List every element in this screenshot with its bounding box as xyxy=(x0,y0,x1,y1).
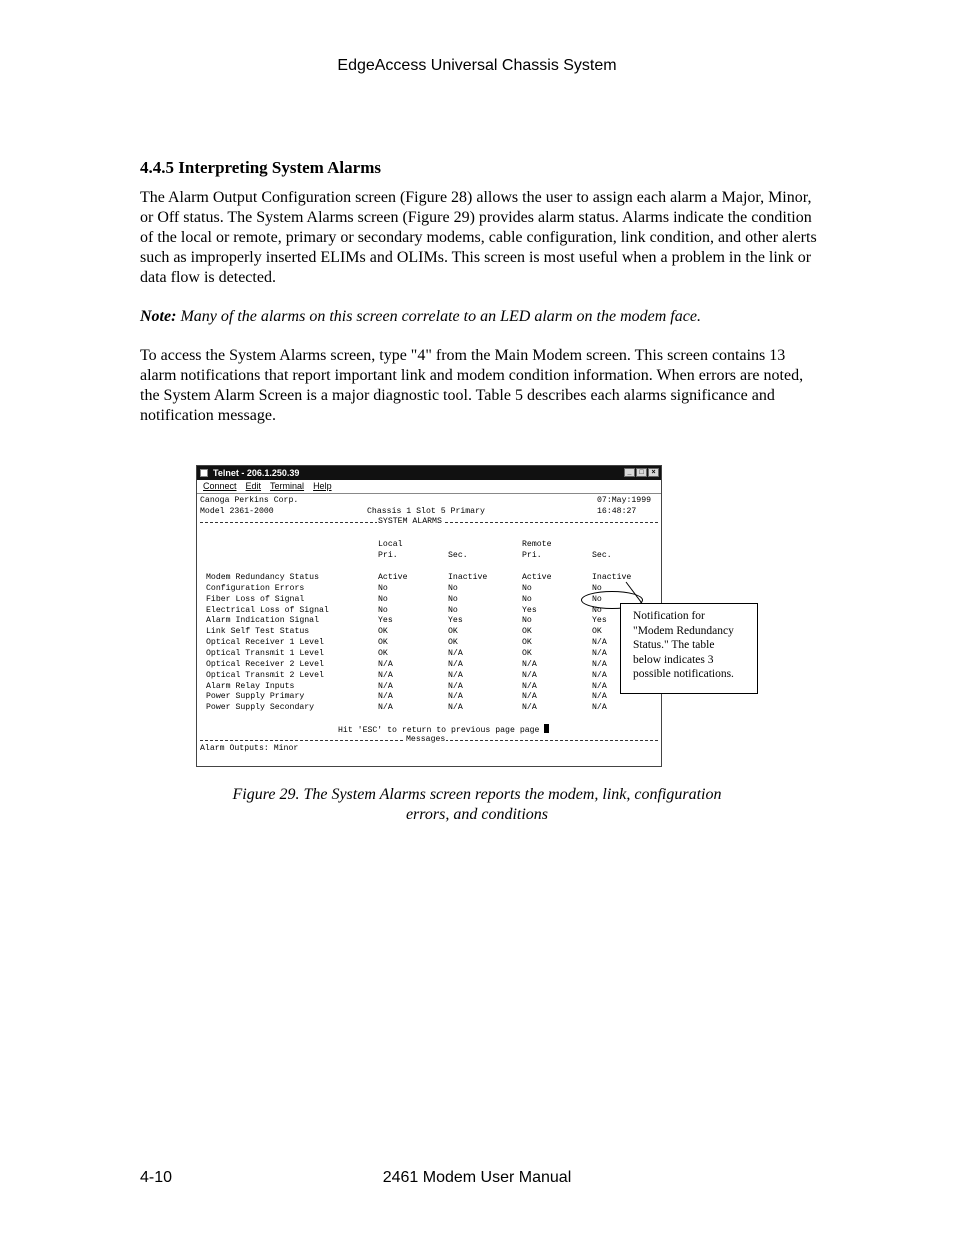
local-pri-value: No xyxy=(378,583,388,593)
telnet-menubar xyxy=(197,480,661,494)
col-remote-sec: Sec. xyxy=(592,551,612,560)
remote-sec-value: OK xyxy=(592,627,602,637)
alarm-label: Configuration Errors xyxy=(206,583,305,593)
col-remote: Remote xyxy=(522,540,552,549)
menu-connect[interactable]: Connect xyxy=(203,481,237,491)
menu-edit[interactable]: Edit xyxy=(245,481,262,491)
alarm-label: Alarm Indication Signal xyxy=(206,616,320,626)
telnet-app-icon xyxy=(200,469,208,477)
local-pri-value: N/A xyxy=(378,670,393,680)
screen-date: 07:May:1999 xyxy=(597,496,652,505)
col-local-sec: Sec. xyxy=(448,551,468,560)
remote-sec-value: Inactive xyxy=(592,573,632,582)
alarm-label: Modem Redundancy Status xyxy=(206,573,320,582)
page-label: page xyxy=(519,726,540,735)
remote-sec-value: N/A xyxy=(592,681,607,691)
telnet-window xyxy=(196,465,662,767)
remote-pri-value: N/A xyxy=(522,703,537,713)
callout-line: "Modem Redundancy xyxy=(633,624,734,637)
screen-time: 16:48:27 xyxy=(597,507,637,516)
remote-sec-value: N/A xyxy=(592,692,607,702)
local-sec-value: No xyxy=(448,583,458,593)
local-pri-value: No xyxy=(378,605,388,615)
remote-sec-value: N/A xyxy=(592,648,607,658)
caption-line-1: Figure 29. The System Alarms screen reports the modem, link, configuration xyxy=(232,786,722,803)
local-pri-value: N/A xyxy=(378,659,393,669)
alarm-label: Electrical Loss of Signal xyxy=(206,605,329,615)
remote-pri-value: OK xyxy=(522,627,532,637)
local-sec-value: Inactive xyxy=(448,573,488,582)
local-sec-value: N/A xyxy=(448,692,463,702)
alarm-outputs: Alarm Outputs: Minor xyxy=(200,744,299,753)
remote-sec-value: N/A xyxy=(592,659,607,669)
remote-pri-value: OK xyxy=(522,638,532,648)
local-sec-value: N/A xyxy=(448,703,463,713)
local-sec-value: N/A xyxy=(448,681,463,691)
remote-pri-value: N/A xyxy=(522,670,537,680)
cursor-block xyxy=(544,724,549,733)
remote-sec-value: N/A xyxy=(592,638,607,648)
local-sec-value: N/A xyxy=(448,659,463,669)
company-name: Canoga Perkins Corp. xyxy=(200,496,299,505)
page-number: 4-10 xyxy=(140,1169,173,1186)
section-heading: 4.4.5 Interpreting System Alarms xyxy=(140,158,381,177)
local-sec-value: No xyxy=(448,605,458,615)
col-local: Local xyxy=(378,540,403,549)
note-paragraph xyxy=(140,307,820,327)
figure-caption xyxy=(140,785,814,825)
minimize-icon[interactable]: _ xyxy=(624,468,635,477)
col-local-pri: Pri. xyxy=(378,551,398,560)
local-pri-value: OK xyxy=(378,648,388,658)
note-label: Note: xyxy=(140,308,177,325)
note-text: Many of the alarms on this screen correlate to an LED alarm on the modem face. xyxy=(176,308,701,325)
remote-sec-value: No xyxy=(592,594,602,604)
access-paragraph: To access the System Alarms screen, type "4" from the Main Modem screen. This screen contains 13 alarm notifications that report important link and modem condition information. When errors are noted, the System Alarm Screen is a major diagnostic tool. Table 5 describes each alarms significance and notification message. xyxy=(140,347,804,424)
remote-pri-value: No xyxy=(522,583,532,593)
callout-line: below indicates 3 xyxy=(633,653,714,666)
alarm-label: Power Supply Secondary xyxy=(206,703,315,713)
remote-pri-value: Active xyxy=(522,573,552,582)
local-pri-value: Yes xyxy=(378,616,393,626)
model-number: Model 2361-2000 xyxy=(200,507,274,516)
remote-pri-value: Yes xyxy=(522,605,537,615)
local-sec-value: Yes xyxy=(448,616,463,626)
esc-prompt-text: Hit 'ESC' to return to previous page xyxy=(338,726,515,735)
alarm-label: Link Self Test Status xyxy=(206,627,310,637)
menu-terminal[interactable]: Terminal xyxy=(270,481,305,491)
chassis-slot: Chassis 1 Slot 5 Primary xyxy=(367,507,485,516)
alarm-label: Optical Transmit 1 Level xyxy=(206,648,324,658)
local-pri-value: Active xyxy=(378,573,408,582)
alarm-label: Optical Receiver 2 Level xyxy=(206,659,324,669)
telnet-titlebar[interactable] xyxy=(197,466,661,480)
callout-box xyxy=(620,603,758,694)
screen-title: SYSTEM ALARMS xyxy=(378,517,442,526)
local-pri-value: N/A xyxy=(378,692,393,702)
remote-pri-value: OK xyxy=(522,648,532,658)
alarm-label: Power Supply Primary xyxy=(206,692,305,702)
remote-pri-value: No xyxy=(522,594,532,604)
local-sec-value: N/A xyxy=(448,648,463,658)
intro-paragraph: The Alarm Output Configuration screen (Figure 28) allows the user to assign each alarm a Major, Minor, or Off status. The System Alarms screen (Figure 29) provides alarm status. Alarms indicate the condition of the local or remote, primary or secondary modems, cable configuration, link condition, and other alerts such as improperly inserted ELIMs and OLIMs. This screen is most useful when a problem in the link or data flow is detected. xyxy=(140,189,817,286)
local-sec-value: OK xyxy=(448,627,458,637)
local-pri-value: N/A xyxy=(378,703,393,713)
remote-sec-value: No xyxy=(592,605,602,615)
running-header: EdgeAccess Universal Chassis System xyxy=(337,57,617,74)
menu-help[interactable]: Help xyxy=(313,481,332,491)
remote-pri-value: N/A xyxy=(522,659,537,669)
remote-sec-value: N/A xyxy=(592,670,607,680)
local-sec-value: OK xyxy=(448,638,458,648)
remote-pri-value: N/A xyxy=(522,692,537,702)
remote-pri-value: No xyxy=(522,616,532,626)
alarm-label: Optical Receiver 1 Level xyxy=(206,638,324,648)
callout-line: possible notifications. xyxy=(633,668,734,680)
remote-sec-value: N/A xyxy=(592,703,607,713)
local-pri-value: N/A xyxy=(378,681,393,691)
callout-line: Notification for xyxy=(633,610,705,622)
terminal-screen[interactable] xyxy=(197,494,661,766)
local-pri-value: OK xyxy=(378,638,388,648)
local-pri-value: No xyxy=(378,594,388,604)
maximize-icon[interactable]: □ xyxy=(636,468,647,477)
callout-line: Status." The table xyxy=(633,639,715,651)
local-sec-value: No xyxy=(448,594,458,604)
remote-pri-value: N/A xyxy=(522,681,537,691)
caption-line-2: errors, and conditions xyxy=(405,806,549,823)
local-pri-value: OK xyxy=(378,627,388,637)
close-icon[interactable]: × xyxy=(648,468,659,477)
footer-title: 2461 Modem User Manual xyxy=(382,1169,572,1186)
alarm-label: Alarm Relay Inputs xyxy=(206,681,295,691)
alarm-label: Optical Transmit 2 Level xyxy=(206,670,324,680)
remote-sec-value: Yes xyxy=(592,616,607,626)
remote-sec-value: No xyxy=(592,583,602,593)
col-remote-pri: Pri. xyxy=(522,551,542,560)
telnet-title: Telnet - 206.1.250.39 xyxy=(213,468,300,478)
messages-label: Messages xyxy=(406,735,446,744)
alarm-label: Fiber Loss of Signal xyxy=(206,594,305,604)
local-sec-value: N/A xyxy=(448,670,463,680)
